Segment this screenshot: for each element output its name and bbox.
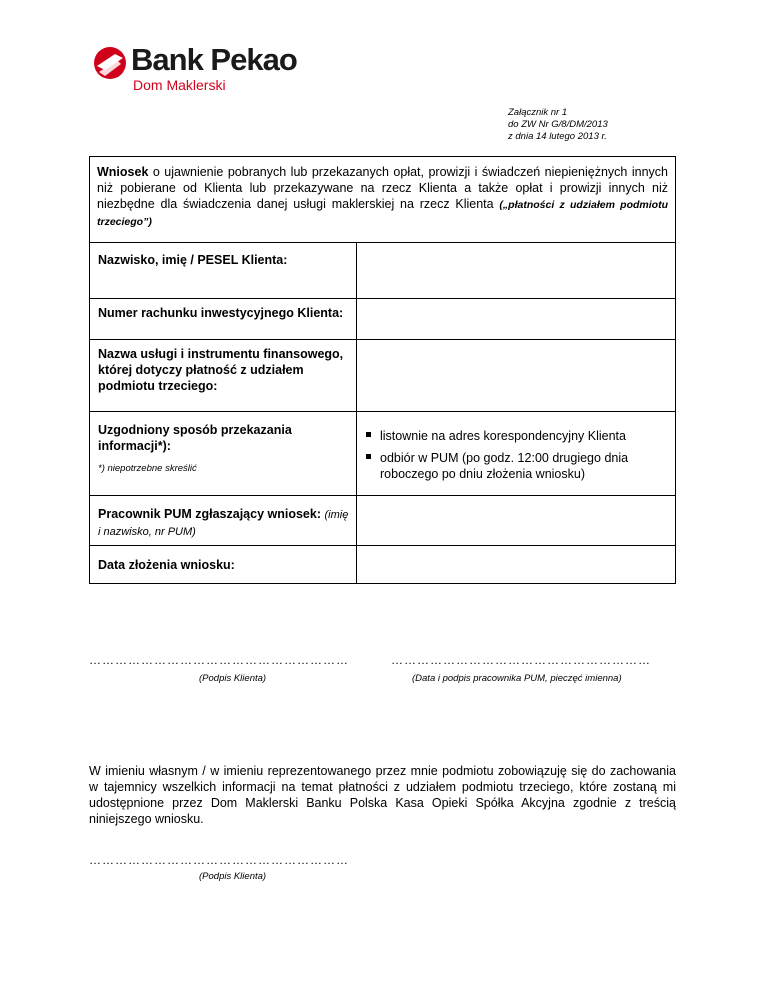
request-phrase: „płatności z udziałem podmiotu trzeciego” bbox=[97, 199, 668, 228]
bullet-icon bbox=[366, 454, 371, 459]
logo-subtitle: Dom Maklerski bbox=[133, 77, 226, 93]
row-date bbox=[90, 546, 675, 583]
row-service bbox=[90, 340, 675, 412]
confidentiality-declaration: W imieniu własnym / w imieniu reprezentowanego przez mnie podmiotu zobowiązuję się do zachowania w tajemnicy wszelkich informacji na temat płatności z udziałem podmiotu trzeciego, które zostaną mi udostępnione przez Dom Maklerski Banku Polska Kasa Opieki Spółka Akcyjna zgodnie z treścią niniejszego wniosku. bbox=[89, 764, 676, 826]
request-form bbox=[89, 156, 676, 584]
annex-line-2: do ZW Nr G/8/DM/2013 bbox=[508, 119, 608, 130]
row-account bbox=[90, 299, 675, 340]
request-body: o ujawnienie pobranych lub przekazanych opłat, prowizji i świadczeń niepieniężnych innych niż pobierane od Klienta lub przekazywane na rzecz Klienta a także opłat i prowizji innych niż niezbędne dla świadczenia danej usługi maklerskiej na rzecz Klienta bbox=[97, 165, 668, 211]
bank-logo bbox=[93, 44, 303, 94]
client-signature-caption: (Podpis Klienta) bbox=[199, 673, 267, 684]
final-signature-line: …………………………………………………… bbox=[89, 853, 349, 867]
bank-emblem-icon bbox=[93, 46, 127, 80]
logo-title: Bank Pekao bbox=[131, 42, 297, 77]
annex-reference bbox=[508, 107, 608, 143]
label-service: Nazwa usługi i instrumentu finansowego, której dotyczy płatność z udziałem podmiotu trzeciego: bbox=[98, 347, 344, 393]
final-signature-caption: (Podpis Klienta) bbox=[199, 871, 267, 882]
label-employee: Pracownik PUM zgłaszający wniosek: (imię i nazwisko, nr PUM) bbox=[98, 507, 349, 538]
label-name-pesel: Nazwisko, imię / PESEL Klienta: bbox=[98, 253, 288, 267]
employee-hint: (imię i nazwisko, nr PUM) bbox=[98, 509, 349, 538]
annex-line-1: Załącznik nr 1 bbox=[508, 107, 568, 118]
label-delivery: Uzgodniony sposób przekazania informacji*): bbox=[98, 423, 292, 453]
employee-signature-line: …………………………………………………… bbox=[391, 653, 651, 667]
request-intro: Wniosek o ujawnienie pobranych lub przekazanych opłat, prowizji i świadczeń niepieniężnych innych niż pobierane od Klienta lub przekazywane na rzecz Klienta a także opłat i prowizji innych niż niezbędne dla świadczenia danej usługi maklerskiej na rzecz Klienta („płatności z udziałem podmiotu trzeciego”) bbox=[90, 157, 675, 243]
row-delivery: Uzgodniony sposób przekazania informacji*): *) niepotrzebne skreślić listownie na adres korespondencyjny Klienta odbiór w PUM (po godz. 12:00 drugiego dnia roboczego po dniu złożenia wniosku) bbox=[90, 412, 675, 496]
row-name-pesel bbox=[90, 243, 675, 299]
request-title: Wniosek bbox=[97, 165, 149, 179]
delivery-note: *) niepotrzebne skreślić bbox=[98, 463, 197, 474]
bullet-icon bbox=[366, 432, 371, 437]
employee-signature-caption: (Data i podpis pracownika PUM, pieczęć imienna) bbox=[412, 673, 622, 684]
label-date: Data złożenia wniosku: bbox=[98, 558, 235, 572]
client-signature-line: …………………………………………………… bbox=[89, 653, 349, 667]
row-employee bbox=[90, 496, 675, 546]
annex-line-3: z dnia 14 lutego 2013 r. bbox=[508, 131, 607, 142]
label-account: Numer rachunku inwestycyjnego Klienta: bbox=[98, 306, 344, 320]
